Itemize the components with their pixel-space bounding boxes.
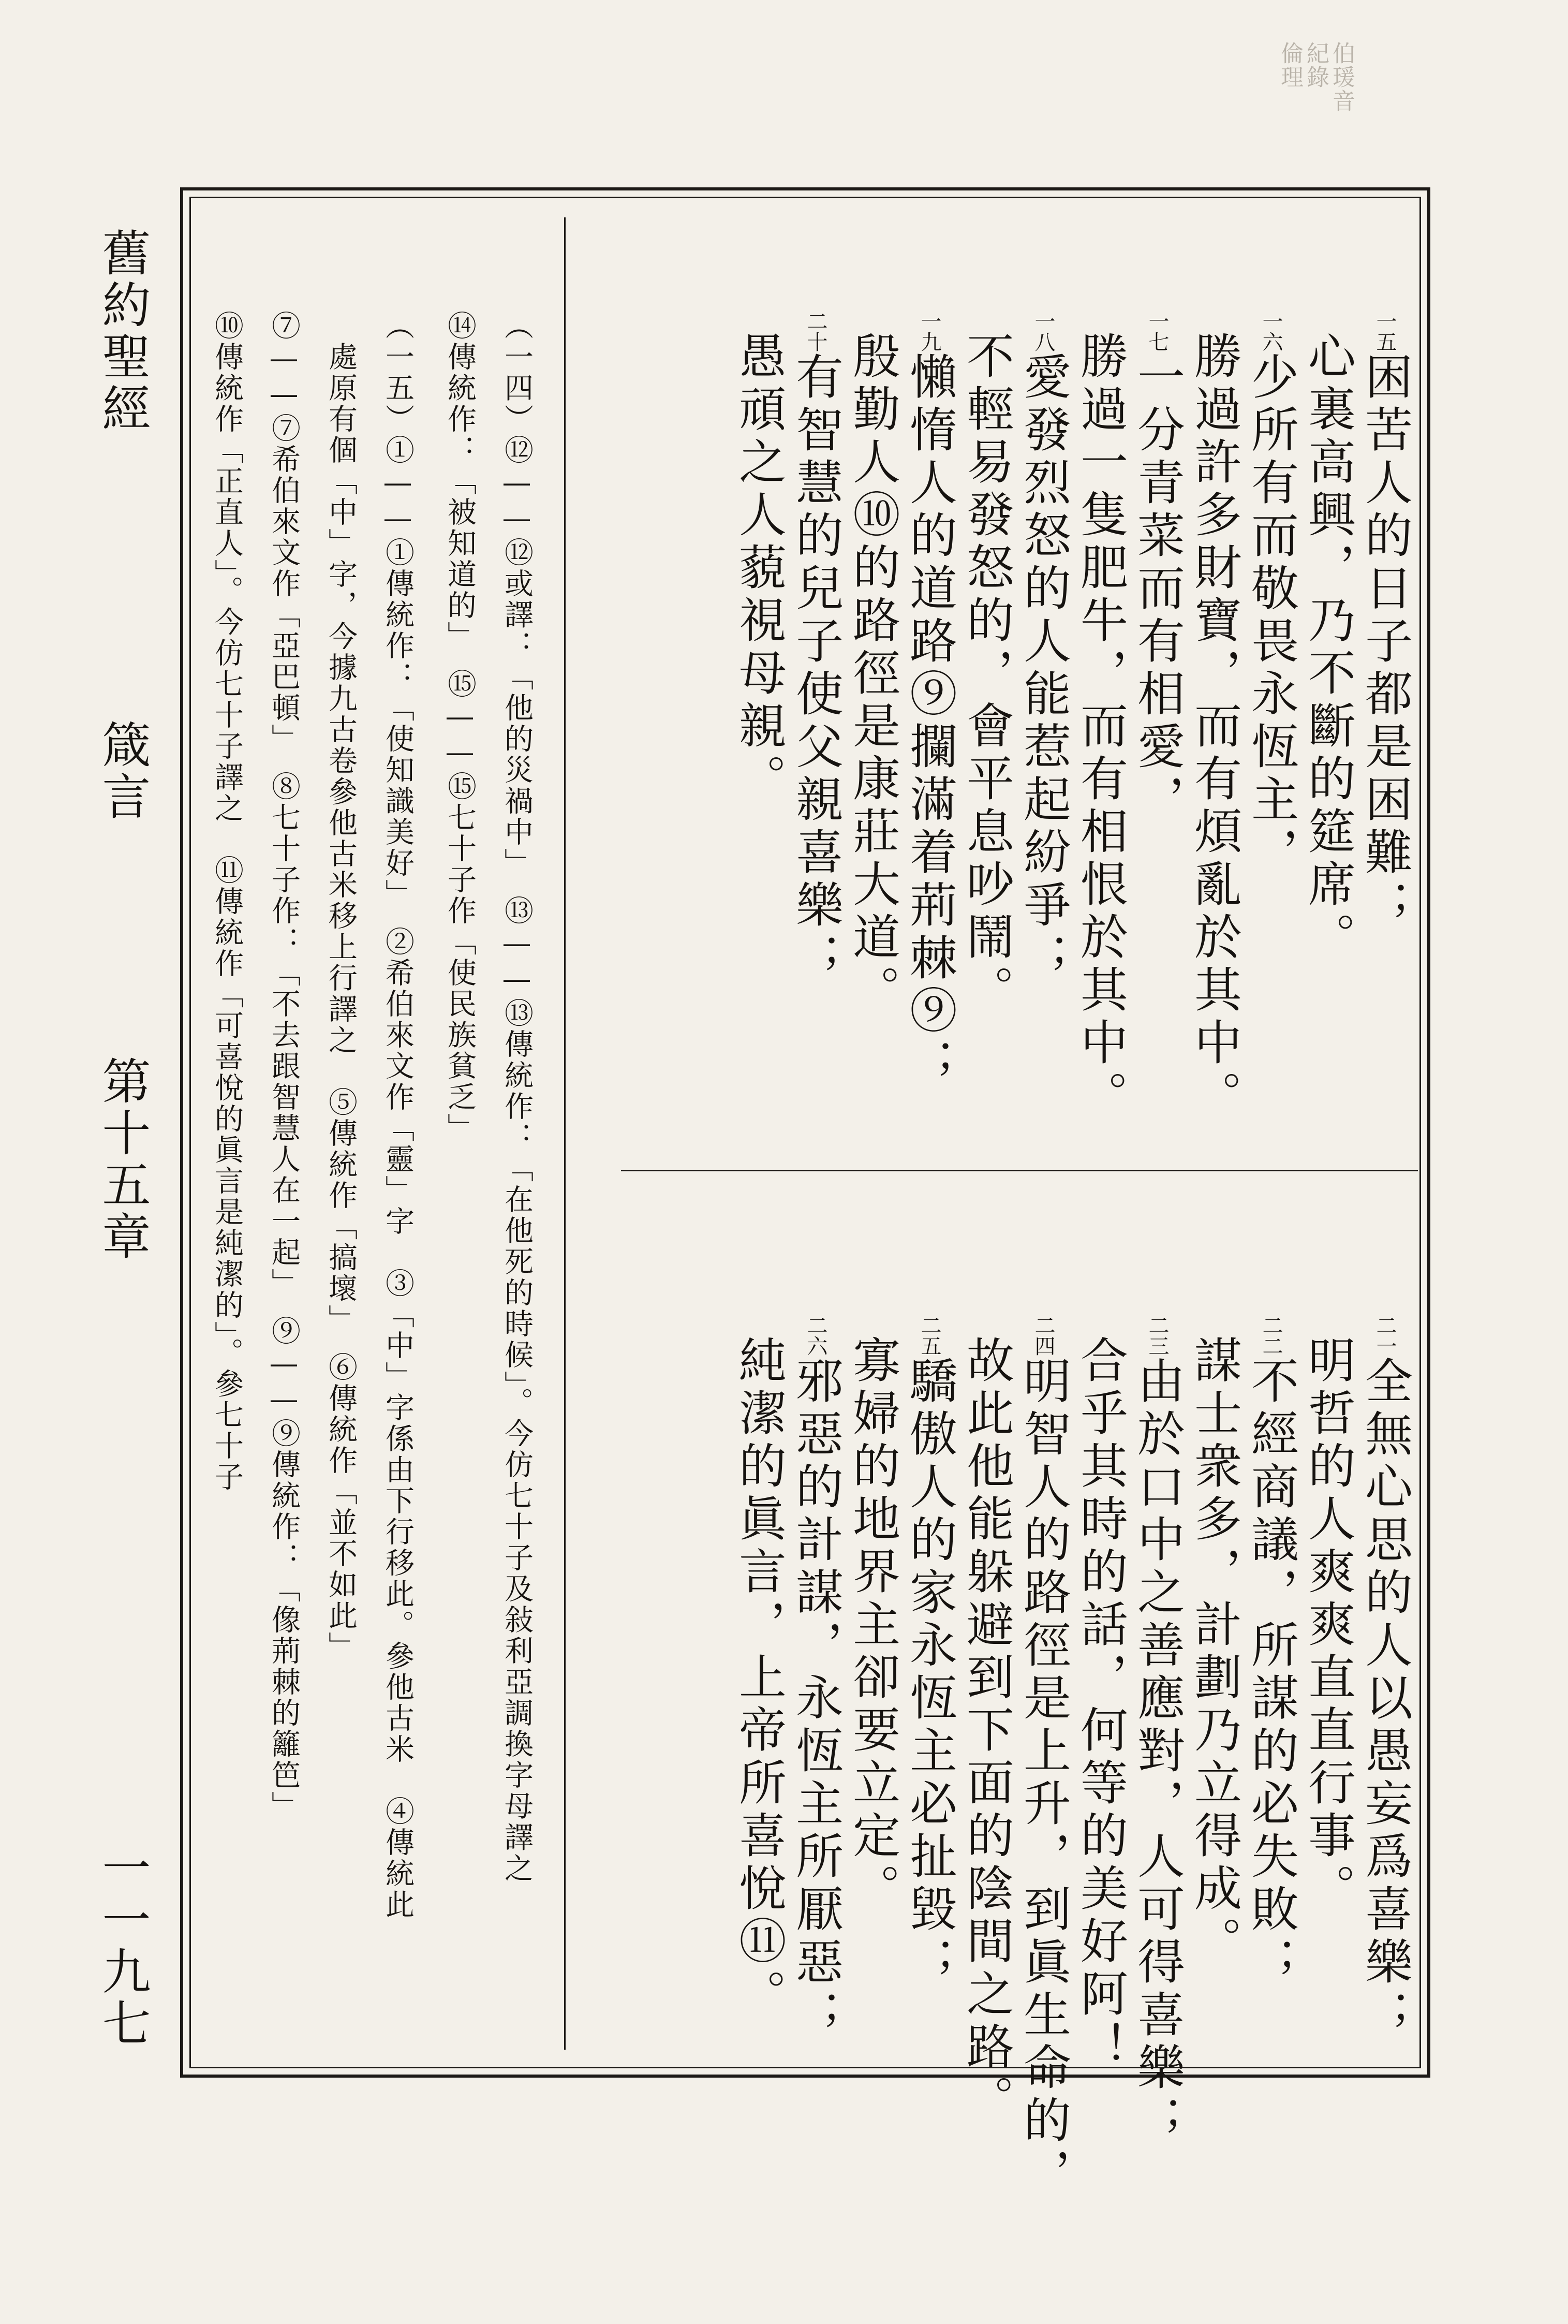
footnote-line: ⑭傳統作：「被知道的」 ⑮——⑮七十子作「使民族貧乏」 — [443, 311, 477, 1144]
verse-line — [902, 311, 957, 1091]
verse-line — [1016, 311, 1071, 986]
verse-number: 二十 — [804, 311, 827, 352]
block-divider — [621, 1170, 1418, 1171]
verse-text: 邪惡的計謀，永恆主所厭惡； — [788, 1356, 844, 2042]
verse-line — [1357, 1315, 1413, 2042]
verse-text: 不經商議，所謀的必失敗； — [1244, 1356, 1299, 1990]
verse-line — [845, 331, 900, 1018]
running-head-book: 舊約聖經 — [94, 228, 150, 435]
verse-text: 由於口中之善應對，人可得喜樂； — [1130, 1356, 1185, 2148]
verse-text: 明智人的路徑是上升，到眞生命的， — [1016, 1356, 1071, 2201]
verse-text: 有智慧的兒子使父親喜樂； — [788, 352, 844, 986]
verse-text: 心裏高興，乃不斷的筵席。 — [1300, 331, 1356, 965]
verse-line — [1244, 1315, 1299, 1990]
verse-text: 勝過一隻肥牛，而有相恨於其中。 — [1073, 331, 1128, 1123]
verse-line — [1130, 1315, 1185, 2148]
verse-line — [1300, 331, 1356, 965]
verse-text: 全無心思的人以愚妄爲喜樂； — [1357, 1356, 1413, 2042]
verse-text: 純潔的眞言，上帝所喜悅⑪。 — [731, 1335, 787, 2022]
stamp-line: 倫理 — [1277, 41, 1303, 89]
verse-text: 懶惰人的道路⑨攔滿着荊棘⑨； — [902, 352, 957, 1091]
verse-line — [1073, 1335, 1128, 2075]
running-head-part: 箴言 — [94, 719, 150, 823]
verse-text: 困苦人的日子都是困難； — [1357, 352, 1413, 933]
verse-number: 一五 — [1373, 311, 1397, 352]
verse-line — [1300, 1335, 1356, 1916]
verse-text: 愛發烈怒的人能惹起紛爭； — [1016, 352, 1071, 986]
verse-text: 一分青菜而有相愛， — [1130, 352, 1185, 827]
verse-text: 勝過許多財寶，而有煩亂於其中。 — [1187, 331, 1242, 1123]
footnote-line: （一四）⑫——⑫或譯：「他的災禍中」 ⑬——⑬傳統作：「在他死的時候」。今仿七十子及敍利亞調換字母譯之 — [500, 311, 534, 1884]
verse-line — [845, 1335, 900, 1916]
stamp-line: 伯瑗音 — [1328, 41, 1355, 113]
verse-line — [902, 1315, 957, 1990]
footnote-line: （一五）①——①傳統作：「使知識美好」 ②希伯來文作「靈」字 ③「中」字係由下行移此。參他古米 ④傳統此 — [381, 311, 415, 1920]
verse-line — [1016, 1315, 1071, 2201]
verse-number: 二六 — [804, 1315, 827, 1356]
verse-number: 二二 — [1259, 1315, 1283, 1356]
verse-number: 一六 — [1259, 311, 1283, 352]
verse-number: 二三 — [1145, 1315, 1169, 1356]
verse-line — [1073, 331, 1128, 1123]
verse-line — [1187, 1335, 1242, 1969]
verse-text: 驕傲人的家永恆主必扯毀； — [902, 1356, 957, 1990]
running-head-chapter: 第十五章 — [94, 1056, 150, 1263]
verse-text: 謀士衆多，計劃乃立得成。 — [1187, 1335, 1242, 1969]
verse-line — [788, 1315, 844, 2042]
verse-line — [731, 331, 787, 806]
verse-number: 二一 — [1373, 1315, 1397, 1356]
footnote-divider — [564, 217, 566, 2050]
verse-line — [788, 311, 844, 986]
verse-line — [1244, 311, 1299, 880]
page-number: 一一九七 — [94, 1843, 150, 2050]
verse-line — [1357, 311, 1413, 933]
verse-line — [959, 1335, 1014, 2127]
verse-text: 少所有而敬畏永恆主， — [1244, 352, 1299, 880]
verse-line — [731, 1335, 787, 2022]
verse-text: 寡婦的地界主卻要立定。 — [845, 1335, 900, 1916]
verse-number: 一八 — [1031, 311, 1055, 352]
verse-line — [1130, 311, 1185, 827]
verse-number: 二四 — [1031, 1315, 1055, 1356]
verse-number: 一九 — [918, 311, 941, 352]
verse-number: 一七 — [1145, 311, 1169, 352]
verse-text: 合乎其時的話，何等的美好阿！ — [1073, 1335, 1128, 2075]
verse-text: 殷勤人⑩的路徑是康莊大道。 — [845, 331, 900, 1018]
footnote-line: ⑦——⑦希伯來文作「亞巴頓」 ⑧七十子作：「不去跟智慧人在一起」 ⑨——⑨傳統作：「像荊棘的籬笆」 — [267, 311, 301, 1822]
stamp-line: 紀錄 — [1303, 41, 1329, 89]
verse-number: 二五 — [918, 1315, 941, 1356]
verse-text: 不輕易發怒的，會平息吵鬧。 — [959, 331, 1014, 1018]
verse-text: 明哲的人爽爽直直行事。 — [1300, 1335, 1356, 1916]
footnote-line: 處原有個「中」字，今據九古卷參他古米移上行譯之 ⑤傳統作「搞壞」 ⑥傳統作「並不如此」 — [324, 342, 358, 1663]
footnote-line: ⑩傳統作「正直人」。今仿七十子譯之 ⑪傳統作「可喜悅的眞言是純潔的」。參七十子 — [210, 311, 244, 1493]
verse-line — [1187, 331, 1242, 1123]
verse-text: 故此他能躲避到下面的陰間之路。 — [959, 1335, 1014, 2127]
verse-line — [959, 331, 1014, 1018]
verse-text: 愚頑之人藐視母親。 — [731, 331, 787, 806]
